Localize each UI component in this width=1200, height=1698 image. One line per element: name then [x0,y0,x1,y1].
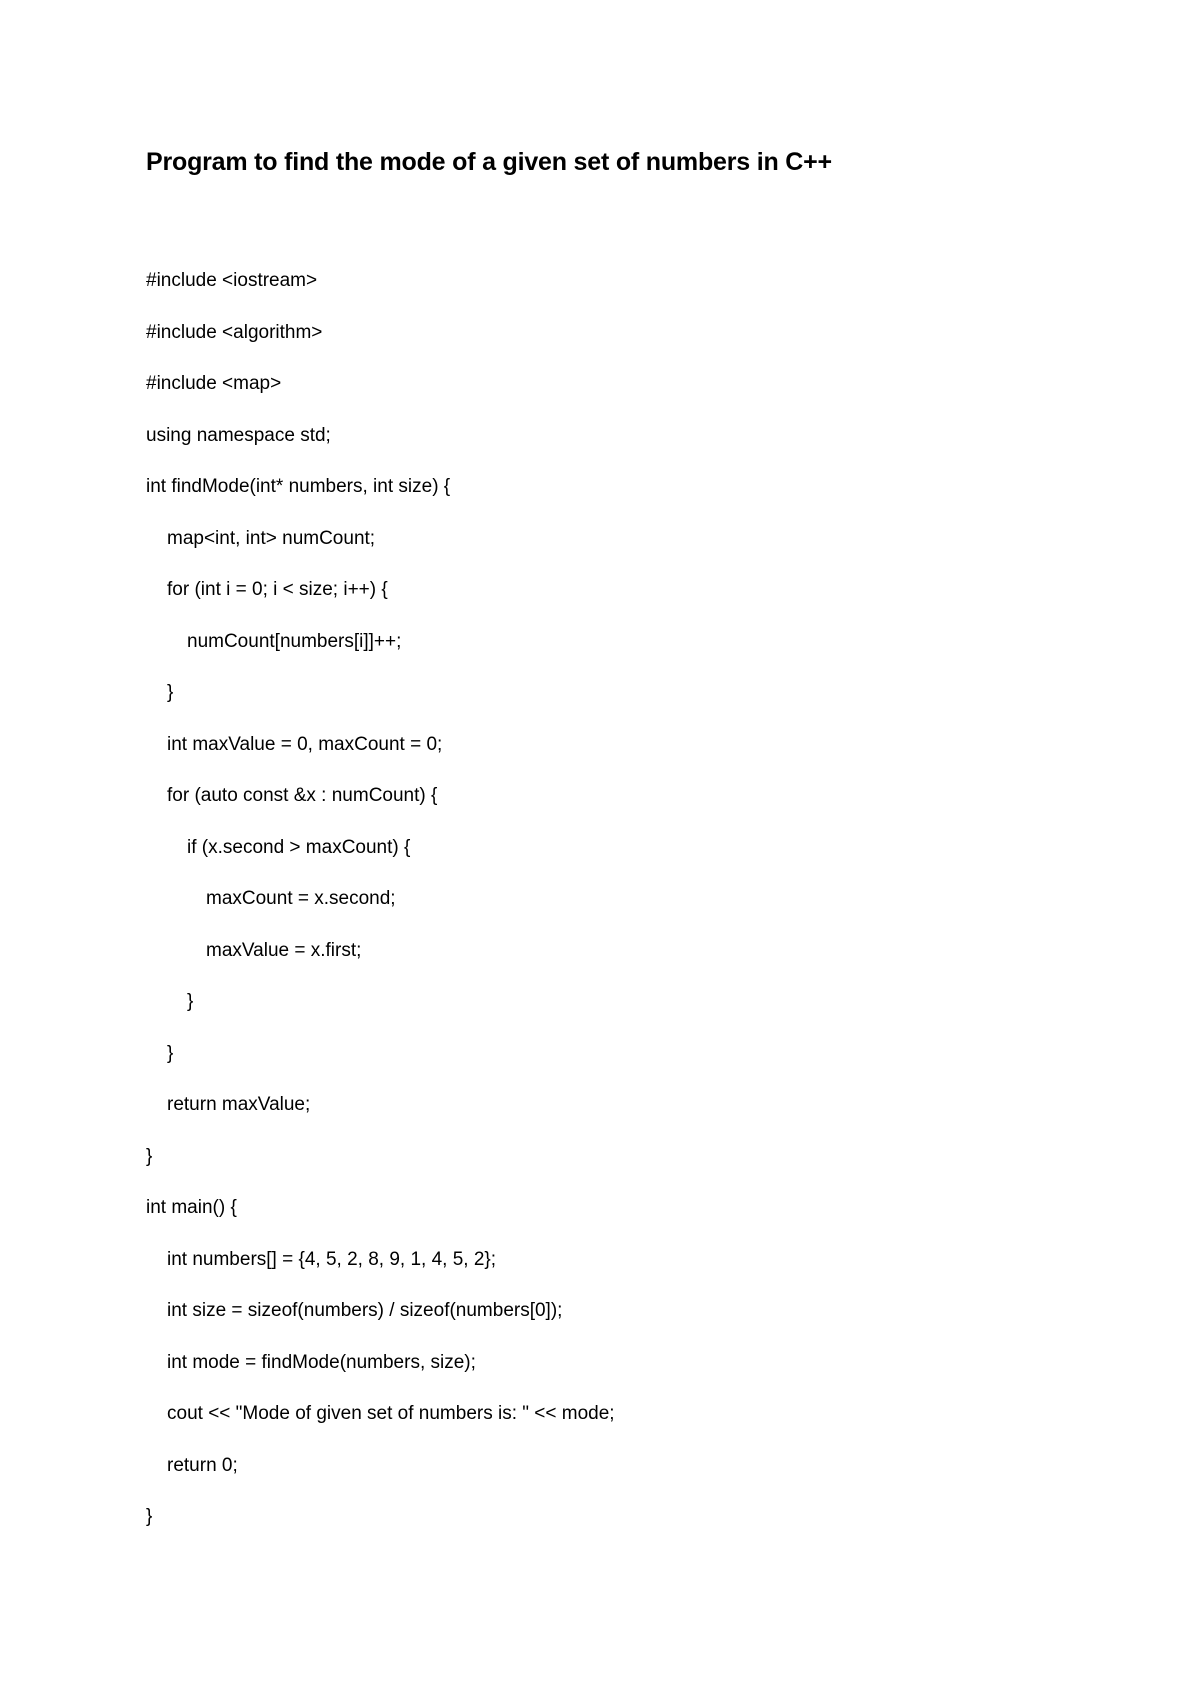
code-line: map<int, int> numCount; [167,527,376,549]
code-line: } [167,1042,174,1064]
code-line: for (int i = 0; i < size; i++) { [167,579,388,600]
code-line: } [167,682,174,703]
code-line: cout << "Mode of given set of numbers is: " << mode; [167,1403,615,1424]
code-line: maxCount = x.second; [206,888,396,909]
code-line: #include <algorithm> [146,321,323,343]
code-line: return 0; [167,1454,238,1476]
code-line: int mode = findMode(numbers, size); [167,1351,476,1373]
code-line: numCount[numbers[i]]++; [187,630,402,652]
code-line: int findMode(int* numbers, int size) { [146,476,451,497]
code-line: using namespace std; [146,424,331,446]
code-block [146,266,615,1554]
code-line: int maxValue = 0, maxCount = 0; [167,733,443,755]
code-line: int numbers[] = {4, 5, 2, 8, 9, 1, 4, 5, 2}; [167,1248,497,1270]
code-line: maxValue = x.first; [206,939,362,961]
code-line: if (x.second > maxCount) { [187,836,411,858]
code-line: } [187,991,194,1012]
document-title: Program to find the mode of a given set of numbers in C++ [146,148,832,176]
code-line: } [146,1506,153,1527]
code-line: #include <iostream> [146,270,318,291]
code-line: return maxValue; [167,1094,311,1115]
code-line: #include <map> [146,373,282,394]
code-line: int size = sizeof(numbers) / sizeof(numbers[0]); [167,1300,563,1321]
code-line: int main() { [146,1197,237,1218]
code-line: } [146,1145,153,1167]
code-line: for (auto const &x : numCount) { [167,785,438,806]
